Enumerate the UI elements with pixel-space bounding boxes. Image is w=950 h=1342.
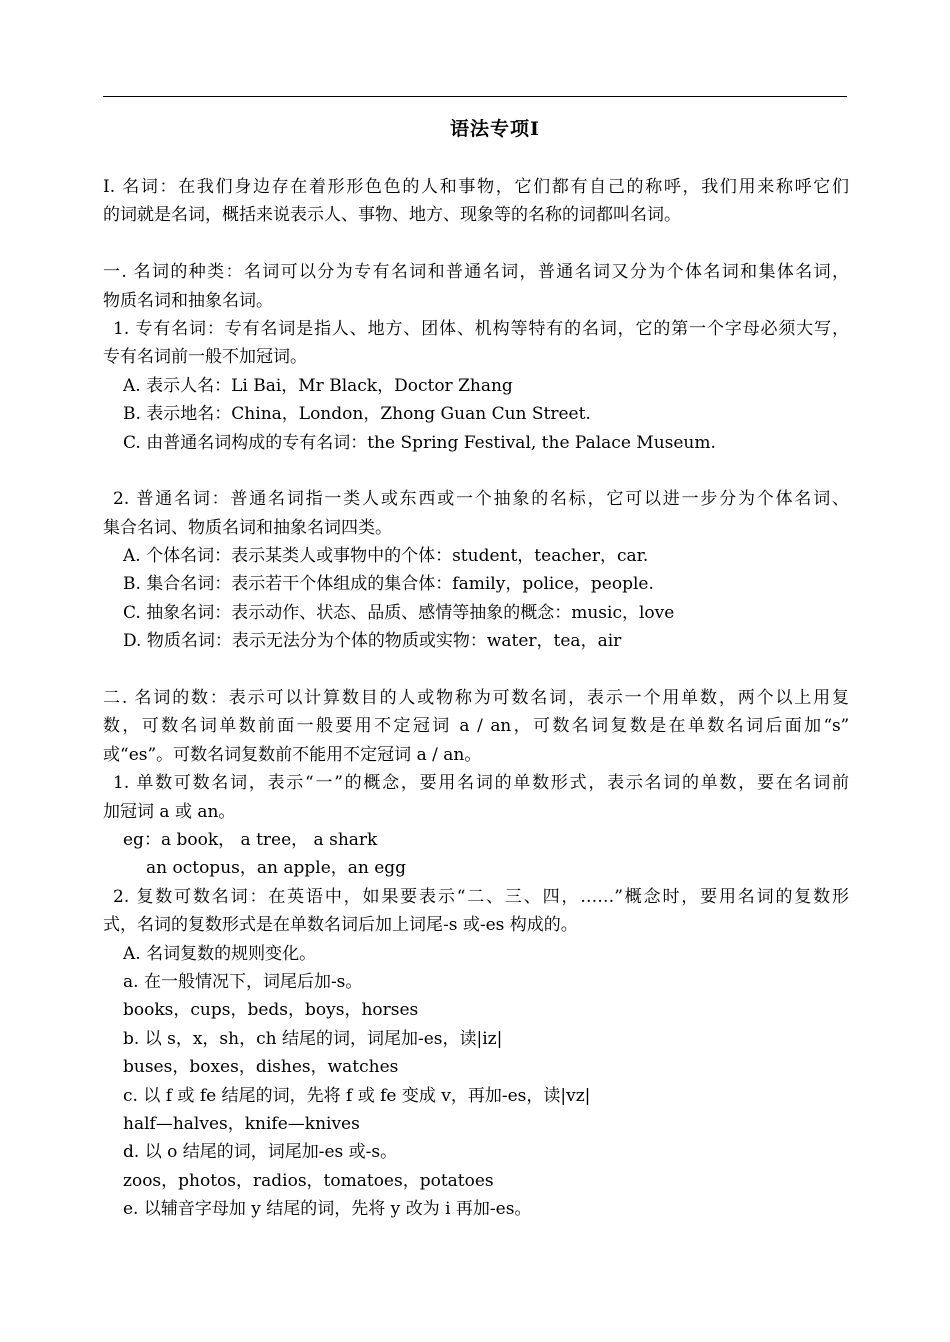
list-item: C. 由普通名词构成的专有名词：the Spring Festival, the Palace Museum. [123,432,716,453]
rule-line: b. 以 s，x，sh，ch 结尾的词，词尾加-es，读|iz| [123,1028,503,1049]
example-line: half—halves，knife—knives [123,1113,360,1134]
page-title: 语法专项Ⅰ [450,118,540,140]
document-body [103,173,849,1223]
intro-line: I. 名词：在我们身边存在着形形色色的人和事物，它们都有自己的称呼，我们用来称呼它们 [103,177,849,197]
example-line: zoos，photos，radios，tomatoes，potatoes [123,1170,494,1191]
section-heading: 一. 名词的种类：名词可以分为专有名词和普通名词，普通名词又分为个体名词和集体名词， [103,262,849,283]
subsection-heading: 2. 普通名词：普通名词指一类人或东西或一个抽象的名标，它可以进一步分为个体名词、 [113,489,849,510]
subsection-heading: 1. 专有名词：专有名词是指人、地方、团体、机构等特有的名词，它的第一个字母必须大写， [113,318,849,339]
list-item: C. 抽象名词：表示动作、状态、品质、感情等抽象的概念：music，love [123,602,675,623]
rule-line: e. 以辅音字母加 y 结尾的词，先将 y 改为 i 再加-es。 [123,1199,532,1220]
list-item: A. 个体名词：表示某类人或事物中的个体：student，teacher，car. [123,546,649,567]
subsection-heading: 加冠词 a 或 an。 [103,801,236,822]
subsection-heading: 1. 单数可数名词，表示“一”的概念，要用名词的单数形式，表示名词的单数，要在名词前 [113,773,849,794]
subsection-heading: 专有名词前一般不加冠词。 [103,347,307,368]
example-line: buses，boxes，dishes，watches [123,1057,399,1078]
example-line: books，cups，beds，boys，horses [123,1000,419,1021]
section-heading: 物质名词和抽象名词。 [103,290,273,311]
header-rule [103,96,847,97]
subsection-heading: 集合名词、物质名词和抽象名词四类。 [103,517,392,538]
rule-line: d. 以 o 结尾的词，词尾加-es 或-s。 [123,1142,398,1163]
list-item: D. 物质名词：表示无法分为个体的物质或实物：water，tea，air [123,631,622,652]
rule-line: A. 名词复数的规则变化。 [123,943,317,964]
subsection-heading: 2. 复数可数名词：在英语中，如果要表示“二、三、四，……”概念时，要用名词的复数形 [113,886,849,907]
rule-line: c. 以 f 或 fe 结尾的词，先将 f 或 fe 变成 v，再加-es，读|vz| [123,1085,591,1106]
example-line: eg：a book， a tree， a shark [123,829,378,850]
section-heading: 二. 名词的数：表示可以计算数目的人或物称为可数名词，表示一个用单数，两个以上用复 [103,688,849,709]
intro-line: 的词就是名词，概括来说表示人、事物、地方、现象等的名称的词都叫名词。 [103,205,681,226]
list-item: B. 集合名词：表示若干个体组成的集合体：family，police，people. [123,574,654,595]
section-heading: 数，可数名词单数前面一般要用不定冠词 a / an，可数名词复数是在单数名词后面加“s” [103,716,849,737]
example-line: an octopus，an apple，an egg [146,858,407,879]
list-item: B. 表示地名：China，London，Zhong Guan Cun Street. [123,404,591,425]
list-item: A. 表示人名：Li Bai，Mr Black，Doctor Zhang [123,375,513,396]
subsection-heading: 式，名词的复数形式是在单数名词后加上词尾-s 或-es 构成的。 [103,915,578,936]
rule-line: a. 在一般情况下，词尾后加-s。 [123,971,363,992]
section-heading: 或“es”。可数名词复数前不能用不定冠词 a / an。 [103,744,482,765]
